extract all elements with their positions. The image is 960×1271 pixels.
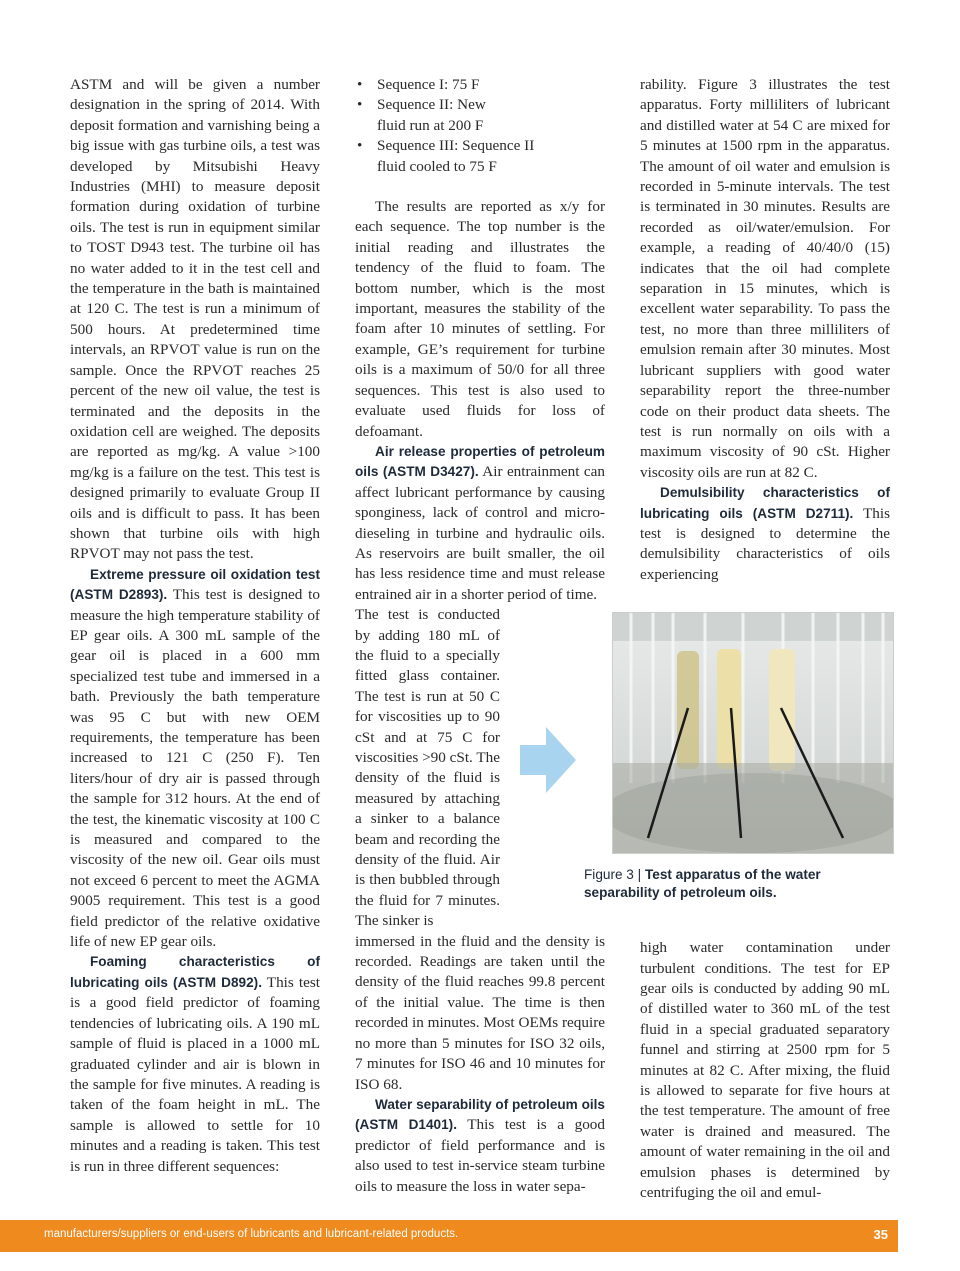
section-heading: Foaming characteristics of lubricating oils (ASTM D892). bbox=[70, 954, 320, 990]
list-item: • Sequence III: Sequence II fluid cooled to 75 F bbox=[377, 136, 537, 177]
paragraph-body: Air entrainment can affect lubricant performance by causing sponginess, lack of control and micro-dieseling in turbine and hydraulic oils. As reservoirs are built smaller, the oil has less residence time and must release entrained air in a shorter period of time. bbox=[355, 463, 605, 603]
figure-3-photo bbox=[612, 612, 894, 854]
paragraph: immersed in the fluid and the density is recorded. Readings are taken until the density of the fluid reaches 99.8 percent of the initial value. The time is then recorded in minutes. Most OEMs require no more than 5 minutes for ISO 32 oils, 7 minutes for ISO 46 and 10 minutes for ISO 68. bbox=[355, 932, 605, 1093]
paragraph-body: This test is designed to measure the high temperature stability of EP gear oils. A 300 mL sample of the gear oil is placed in a 600 mm specialized test tube and immersed in a bath. Previously the bath temperature was 95 C but with new OEM requirements, the temperature has been increased to 121 C (250 F). Ten liters/hour of dry air is passed through the sample for 312 hours. At the end of the test, the kinematic viscosity at 100 C is measured and compared to the viscosity of the new oil. Gear oils must not exceed 6 percent to meet the AGMA 9005 requirement. This test is a good field predictor of the relative oxidative life of new EP gear oils. bbox=[70, 586, 320, 951]
paragraph-narrow: The test is conducted by adding 180 mL of the fluid to a specially fitted glass container. The test is run at 50 C for viscosities up to 90 cSt and at 75 C for viscosities >90 cSt. The density of the fluid is measured by attaching a sinker to a balance beam and recording the density of the fluid. Air is then bubbled through the fluid for 7 minutes. The sinker is bbox=[355, 606, 500, 930]
page-number: 35 bbox=[873, 1227, 888, 1242]
section-heading: Air release properties of petroleum oils (ASTM D3427). bbox=[355, 443, 605, 480]
paragraph bbox=[355, 442, 605, 605]
page-footer bbox=[0, 1220, 898, 1252]
sequence-list bbox=[355, 75, 605, 177]
column-2 bbox=[355, 75, 605, 1197]
figure-label: Figure 3 bbox=[584, 867, 634, 882]
paragraph bbox=[70, 565, 320, 953]
paragraph: high water contamination under turbulent conditions. The test for EP gear oils is conducted by adding 90 mL of distilled water to 360 mL of the test fluid in a special graduated separatory funnel and stirring at 2500 rpm for 5 minutes at 82 C. After mixing, the fluid is allowed to separate for five hours at the test temperature. The amount of free water is drained and measured. The amount of water remaining in the oil and emulsion phases is determined by centrifuging the oil and emul- bbox=[640, 939, 890, 1202]
paragraph-body: This test is a good predictor of field performance and is also used to test in-service steam turbine oils to measure the loss in water sepa- bbox=[355, 1116, 605, 1195]
section-heading: Demulsibility characteristics of lubricating oils (ASTM D2711). bbox=[640, 485, 890, 521]
footer-text: manufacturers/suppliers or end-users of lubricants and lubricant-related products. bbox=[44, 1228, 459, 1240]
paragraph-body: This test is a good field predictor of foaming tendencies of lubricating oils. A 190 mL sample of fluid is placed in a 1000 mL graduated cylinder and air is blown in the sample for five minutes. A reading is taken of the foam height in mL. The sample is allowed to settle for 10 minutes and a reading is taken. This test is run in three different sequences: bbox=[70, 973, 320, 1175]
water-separability-apparatus-image bbox=[613, 613, 893, 853]
caption-separator: | bbox=[637, 867, 642, 882]
figure-title: Test apparatus of the water separability of petroleum oils. bbox=[584, 867, 821, 900]
section-heading: Extreme pressure oil oxidation test (ASTM D2893). bbox=[70, 566, 320, 603]
figure-caption bbox=[584, 866, 894, 902]
column-1 bbox=[70, 75, 320, 1177]
paragraph bbox=[355, 1095, 605, 1197]
paragraph bbox=[640, 483, 890, 585]
paragraph: The results are reported as x/y for each sequence. The top number is the initial reading and illustrates the tendency of the fluid to foam. The bottom number, which is the most important, measures the stability of the foam after 10 minutes of settling. For example, GE’s requirement for turbine oils is a maximum of 50/0 for all three sequences. This test is also used to evaluate used fluids for loss of defoamant. bbox=[355, 198, 605, 440]
list-item: • Sequence I: 75 F bbox=[377, 75, 605, 95]
paragraph: rability. Figure 3 illustrates the test apparatus. Forty milliliters of lubricant and distilled water at 54 C are mixed for 5 minutes at 1500 rpm in the apparatus. The amount of oil water and emulsion is recorded in 5-minute intervals. The test is terminated in 30 minutes. Results are recorded as oil/water/emulsion. For example, a reading of 40/40/0 (15) indicates that the oil had complete separation in 15 minutes, which is excellent water separability. To pass the test, no more than three milliliters of emulsion remain after 30 minutes. Most lubricant suppliers with good water separability report the three-number code on their product data sheets. The test is run normally on oils with a maximum viscosity of 90 cSt. Higher viscosity oils are run at 82 C. bbox=[640, 76, 890, 481]
list-item: • Sequence II: New fluid run at 200 F bbox=[377, 95, 517, 136]
arrow-right-icon bbox=[520, 727, 576, 793]
section-heading: Water separability of petroleum oils (ASTM D1401). bbox=[355, 1096, 605, 1133]
paragraph: ASTM and will be given a number designation in the spring of 2014. With deposit formation and varnishing being a big issue with gas turbine oils, a test was developed by Mitsubishi Heavy Industries (MHI) to measure deposit formation during oxidation of turbine oils. The test is run in equipment similar to TOST D943 test. The turbine oil has no water added to it in the test cell and the temperature in the bath is maintained at 120 C. The test is run a minimum of 500 hours. At predetermined time intervals, an RPVOT value is run on the sample. Once the RPVOT reaches 25 percent of the new oil value, the test is terminated and the deposits in the oxidation cell are weighed. The deposits are reported as mg/kg. A value >100 mg/kg is a failure on the test. This test is designed primarily to evaluate Group II oils and is difficult to pass. It has been shown that turbine oils with high RPVOT may not pass the test. bbox=[70, 76, 320, 563]
paragraph-body: This test is designed to determine the demulsibility characteristics of oils experiencing bbox=[640, 504, 890, 583]
paragraph bbox=[70, 952, 320, 1176]
